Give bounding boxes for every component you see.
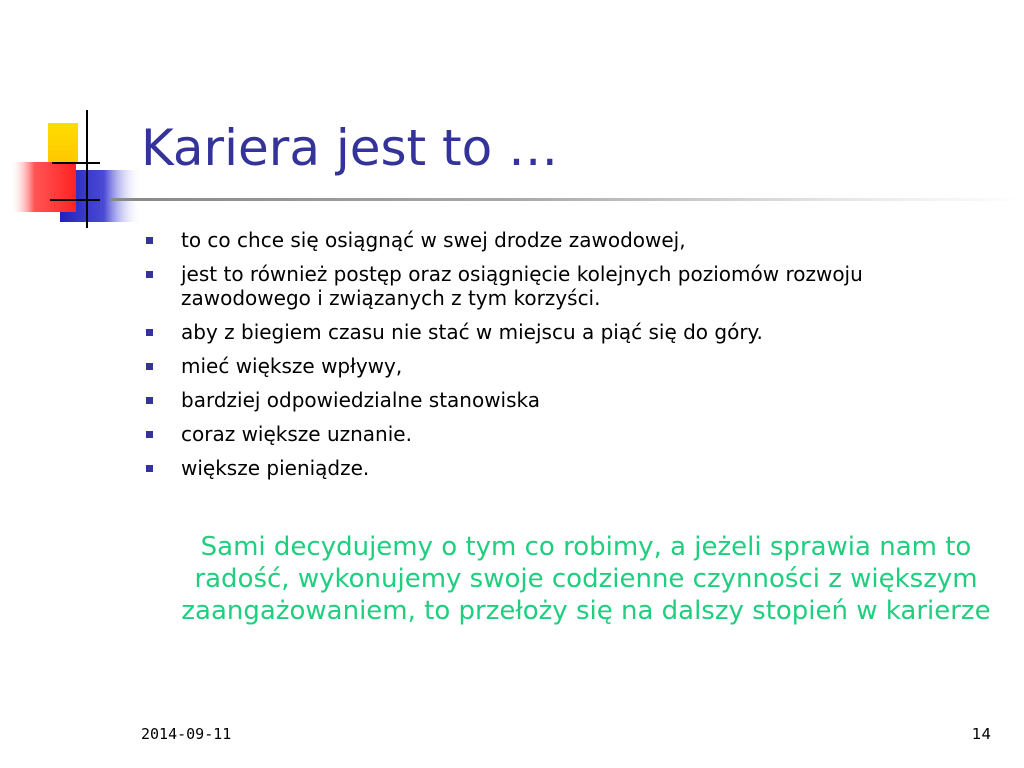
bullet-text: bardziej odpowiedzialne stanowiska [181,388,541,412]
bullet-item [146,456,966,480]
square-bullet-icon [146,397,153,404]
bullet-text: aby z biegiem czasu nie stać w miejscu a piąć się do góry. [181,320,763,344]
logo-red-block [12,162,76,212]
square-bullet-icon [146,237,153,244]
bullet-item [146,388,966,412]
bullet-item [146,320,966,344]
bullet-text: mieć większe wpływy, [181,354,403,378]
bullet-text: coraz większe uznanie. [181,422,412,446]
square-bullet-icon [146,329,153,336]
title-divider [110,198,1024,201]
bullet-list [146,228,966,490]
bullet-text: większe pieniądze. [181,456,370,480]
decorative-logo-graphic [0,0,150,240]
page-number: 14 [971,725,991,743]
square-bullet-icon [146,465,153,472]
bullet-item [146,422,966,446]
slide-title: Kariera jest to … [141,119,559,177]
footer-date: 2014-09-11 [141,725,232,743]
square-bullet-icon [146,431,153,438]
bullet-text: jest to również postęp oraz osiągnięcie kolejnych poziomów rozwoju zawodowego i związanych z tym korzyści. [181,262,863,310]
highlight-quote: Sami decydujemy o tym co robimy, a jeżeli sprawia nam to radość, wykonujemy swoje codzienne czynności z większym zaangażowaniem, to przełoży się na dalszy stopień w karierze [181,532,991,626]
bullet-text: to co chce się osiągnąć w swej drodze zawodowej, [181,228,686,252]
square-bullet-icon [146,363,153,370]
bullet-item [146,262,966,310]
bullet-item [146,354,966,378]
logo-yellow-square [48,123,78,163]
bullet-item [146,228,966,252]
square-bullet-icon [146,271,153,278]
